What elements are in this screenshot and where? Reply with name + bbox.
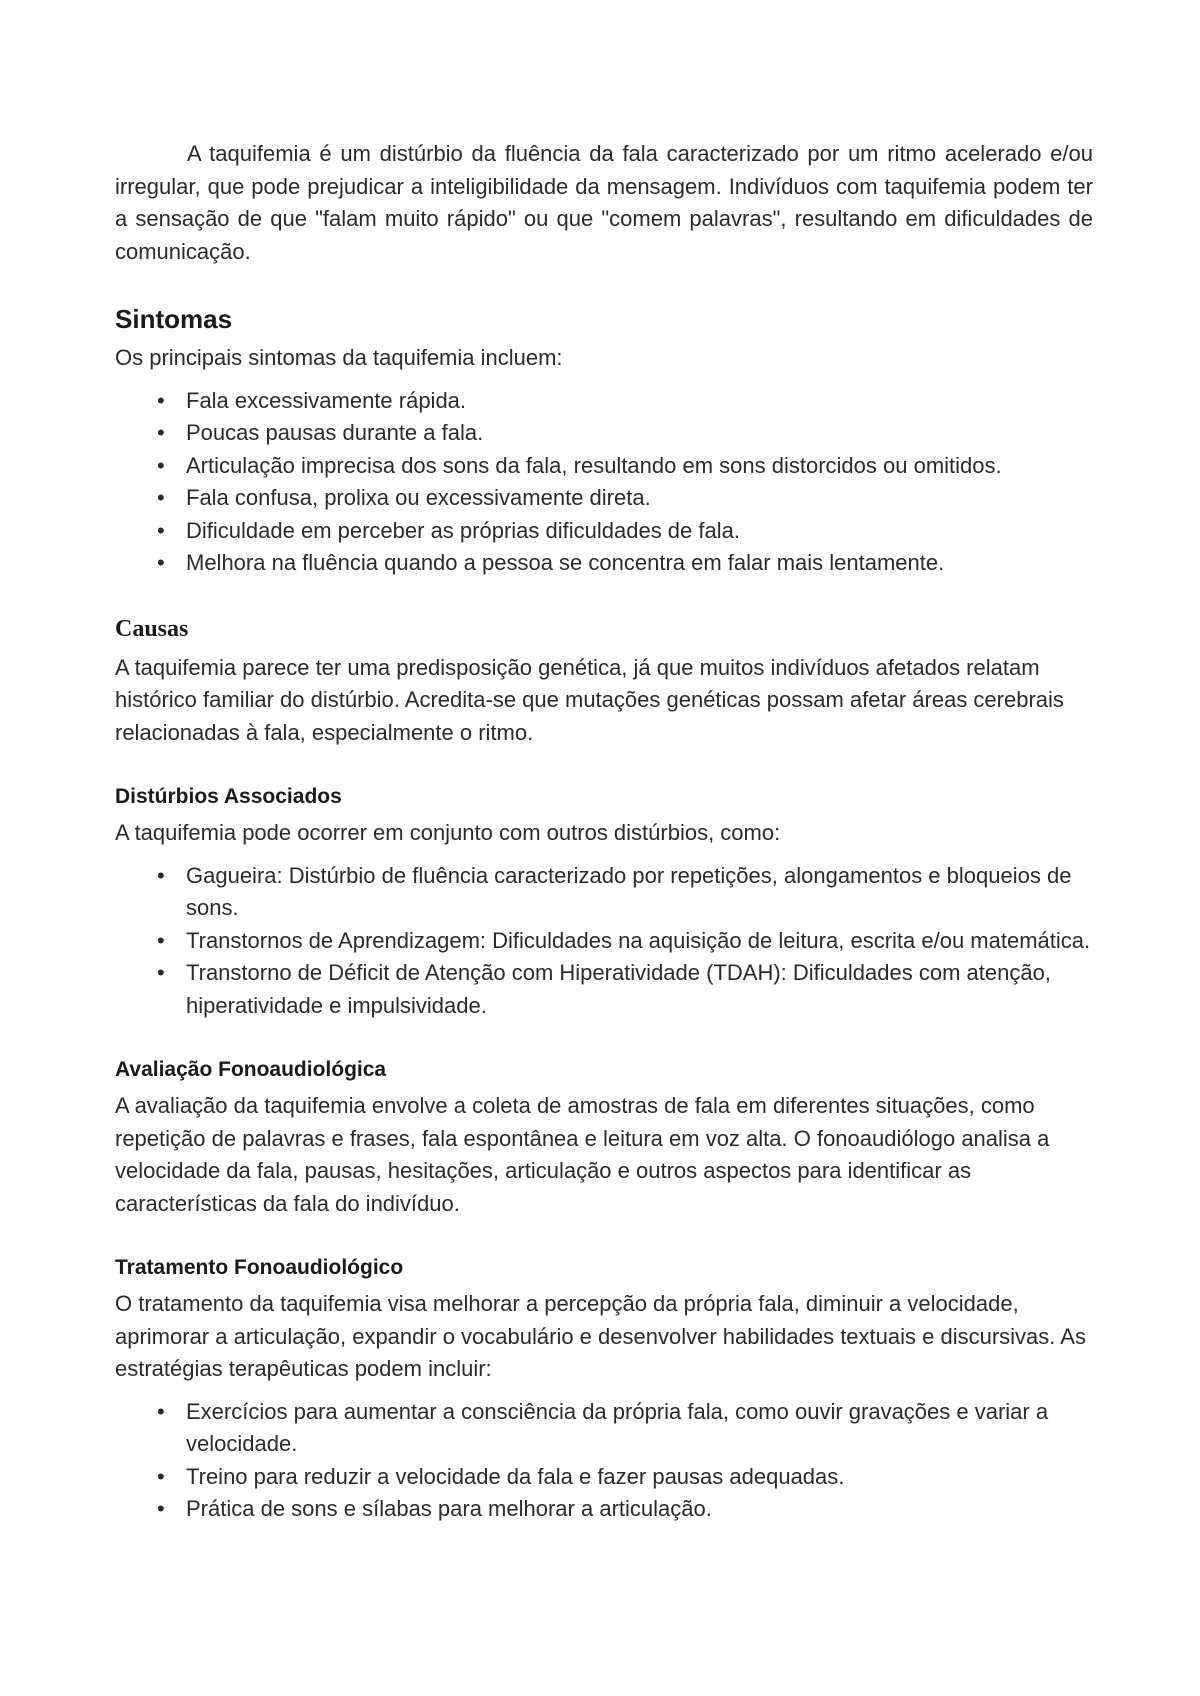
intro-paragraph: A taquifemia é um distúrbio da fluência da fala caracterizado por um ritmo acelerado e/ou irregular, que pode prejudicar a inteligibilidade da mensagem. Indivíduos com taquifemia podem ter a sensação de que "falam muito rápido" ou que "comem palavras", resultando em dificuldades de comunicação. <box>115 141 1093 264</box>
bullet-icon: • <box>157 387 165 413</box>
bullet-icon: • <box>157 960 165 985</box>
disturbios-list <box>115 860 1093 1023</box>
list-item: • Articulação imprecisa dos sons da fala, resultando em sons distorcidos ou omitidos. <box>115 450 1093 483</box>
list-item: • Gagueira: Distúrbio de fluência caracterizado por repetições, alongamentos e bloqueios de sons. <box>115 860 1093 925</box>
list-item: • Melhora na fluência quando a pessoa se concentra em falar mais lentamente. <box>115 547 1093 580</box>
bullet-icon: • <box>157 927 165 953</box>
bullet-icon: • <box>157 862 165 888</box>
heading-sintomas: Sintomas <box>115 304 233 334</box>
bullet-icon: • <box>157 420 165 445</box>
list-item: • Dificuldade em perceber as próprias dificuldades de fala. <box>115 515 1093 548</box>
list-item: • Fala confusa, prolixa ou excessivamente direta. <box>115 482 1093 515</box>
bullet-icon: • <box>157 1398 165 1424</box>
bullet-icon: • <box>157 550 165 575</box>
tratamento-paragraph: O tratamento da taquifemia visa melhorar a percepção da própria fala, diminuir a velocidade, aprimorar a articulação, expandir o vocabulário e desenvolver habilidades textuais e discursivas. As estratégias terapêuticas podem incluir: <box>115 1291 1086 1381</box>
list-item: • Treino para reduzir a velocidade da fala e fazer pausas adequadas. <box>115 1461 1093 1494</box>
bullet-icon: • <box>157 517 165 543</box>
bullet-icon: • <box>157 485 165 510</box>
tratamento-list <box>115 1396 1093 1526</box>
list-item: • Transtorno de Déficit de Atenção com Hiperatividade (TDAH): Dificuldades com atenção, hiperatividade e impulsividade. <box>115 957 1093 1022</box>
heading-tratamento: Tratamento Fonoaudiológico <box>115 1256 404 1279</box>
heading-causas: Causas <box>115 615 189 642</box>
list-item: • Transtornos de Aprendizagem: Dificuldades na aquisição de leitura, escrita e/ou matemática. <box>115 925 1093 958</box>
sintomas-list <box>115 385 1093 580</box>
causas-paragraph: A taquifemia parece ter uma predisposição genética, já que muitos indivíduos afetados relatam histórico familiar do distúrbio. Acredita-se que mutações genéticas possam afetar áreas cerebrais relacionadas à fala, especialmente o ritmo. <box>115 654 1064 745</box>
bullet-icon: • <box>157 1463 165 1489</box>
disturbios-lead: A taquifemia pode ocorrer em conjunto com outros distúrbios, como: <box>115 820 781 845</box>
heading-disturbios-associados: Distúrbios Associados <box>115 785 342 808</box>
list-item: • Poucas pausas durante a fala. <box>115 417 1093 450</box>
sintomas-lead: Os principais sintomas da taquifemia incluem: <box>115 345 563 370</box>
document-page <box>115 138 1093 1526</box>
avaliacao-paragraph: A avaliação da taquifemia envolve a coleta de amostras de fala em diferentes situações, como repetição de palavras e frases, fala espontânea e leitura em voz alta. O fonoaudiólogo analisa a velocidade da fala, pausas, hesitações, articulação e outros aspectos para identificar as características da fala do indivíduo. <box>115 1093 1050 1216</box>
list-item: • Exercícios para aumentar a consciência da própria fala, como ouvir gravações e variar a velocidade. <box>115 1396 1093 1461</box>
list-item: • Prática de sons e sílabas para melhorar a articulação. <box>115 1493 1093 1526</box>
bullet-icon: • <box>157 452 165 478</box>
heading-avaliacao: Avaliação Fonoaudiológica <box>115 1058 387 1081</box>
bullet-icon: • <box>157 1496 165 1521</box>
list-item: • Fala excessivamente rápida. <box>115 385 1093 418</box>
